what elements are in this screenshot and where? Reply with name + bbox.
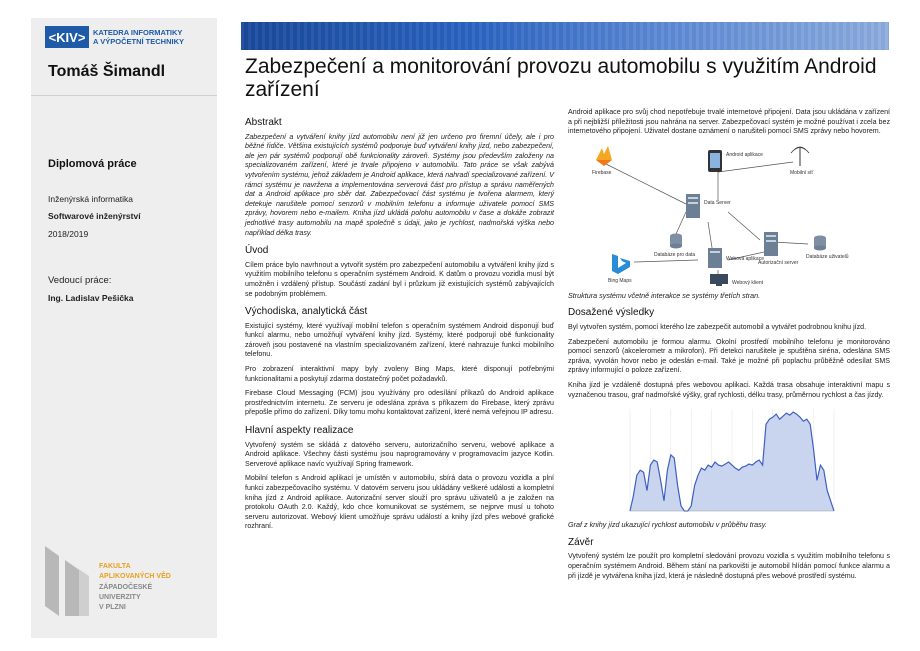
kiv-logo-text [93, 28, 184, 46]
web-client-monitor-icon [710, 274, 728, 286]
diagram-label-mobile-network: Mobilní síť [790, 169, 814, 176]
kiv-logo [45, 24, 197, 50]
results-paragraph-2: Zabezpečení automobilu je formou alarmu. Okolní prostředí mobilního telefonu je monitorováno pomocí senzorů (akcelerometr a mikrofon). Při detekci narušitele je spuštěna siréna, odeslána SMS zpráva, vyvolán hovor nebo je odeslán e-mail. Také je možné při poplachu průběžně odesílat SMS zprávy informující o poloze zařízení. [568, 337, 890, 375]
background-heading: Východiska, analytická část [245, 306, 368, 318]
abstract-heading: Abstrakt [245, 117, 282, 128]
sidebar-divider [31, 95, 217, 96]
kiv-logo-line2: A VÝPOČETNÍ TECHNIKY [93, 37, 184, 46]
diagram-label-bing: Bing Maps [608, 277, 632, 284]
diagram-label-web-client: Webový klient [732, 279, 764, 286]
kiv-logo-line1: KATEDRA INFORMATIKY [93, 28, 183, 37]
speed-chart [568, 405, 890, 517]
implementation-paragraph-2: Mobilní telefon s Android aplikací je umístěn v automobilu, sbírá data o provozu vozidla a plní funkci zabezpečovacího systému. V datovém serveru jsou ukládány veškeré události a kompletní kniha jízd z Android aplikace. Autorizační server slouží pro správu uživatelů a je založen na protokolu OAuth 2.0. Každý, kdo chce komunikovat se systémem, se nejprve musí u tohoto serveru autorizovat. Webový klient umožňuje správu událostí a knihy jízd přes webové grafické rozhraní. [245, 474, 554, 531]
diagram-label-db-users: Databáze uživatelů [806, 253, 849, 260]
background-paragraph-1: Existující systémy, které využívají mobilní telefon s operačním systémem Android disponují buď funkcí alarmu, nebo umožňují vytváření knihy jízd. Systémy, které podporují obě funkcionality zároveň jsou postavené na vlastním specializovaném zařízení, které nahrazuje funkci mobilního telefonu. [245, 321, 554, 359]
database-users-icon [814, 235, 826, 250]
data-server-icon [686, 194, 700, 218]
auth-server-icon [764, 232, 778, 256]
diagram-label-android-app: Android aplikace [726, 151, 763, 158]
intro-heading: Úvod [245, 245, 269, 257]
fav-logo-icon [45, 546, 89, 616]
diagram-label-firebase: Firebase [592, 169, 612, 176]
implementation-heading: Hlavní aspekty realizace [245, 425, 354, 437]
firebase-icon [596, 146, 612, 166]
fav-logo-text-secondary [99, 583, 152, 613]
diagram-label-data-server: Data Server [704, 199, 731, 206]
right-column [568, 108, 890, 586]
thesis-type: Diplomová práce [48, 158, 137, 170]
fav-line2: APLIKOVANÝCH VĚD [99, 573, 171, 580]
bing-maps-icon [612, 254, 630, 274]
speed-chart-svg [568, 405, 890, 517]
fav-line1: FAKULTA [99, 563, 131, 570]
supervisor-name: Ing. Ladislav Pešička [48, 293, 134, 303]
diagram-label-db-data: Databáze pro data [654, 251, 696, 258]
study-program: Inženýrská informatika [48, 194, 134, 204]
system-diagram-svg [568, 142, 890, 288]
chart-caption: Graf z knihy jízd ukazující rychlost automobilu v průběhu trasy. [568, 520, 767, 530]
android-phone-icon [708, 150, 722, 172]
conclusion-heading: Závěr [568, 536, 594, 548]
conclusion-text: Vytvořený systém lze použít pro kompletní sledování provozu vozidla s využitím mobilního telefonu s operačním systémem Android. Během stání na parkovišti je automobil hlídán pomocí funkce alarmu a při jízdě je vytvářena kniha jízd, která je následně dostupná přes webové prostředí systému. [568, 552, 890, 580]
background-paragraph-2: Pro zobrazení interaktivní mapy byly zvoleny Bing Maps, které disponují potřebnými funkcionalitami a poskytují zdarma dostatečný počet požadavků. [245, 365, 554, 383]
fav-logo-text-primary [99, 562, 171, 582]
diagram-label-auth-server: Autorizační server [758, 259, 799, 266]
android-paragraph: Android aplikace pro svůj chod nepotřebuje trvalé internetové připojení. Data jsou ukládána v zařízení a při nejbližší příležitosti jsou nahrána na server. Zabezpečovací systém je možné používat i zcela bez internetového připojení. Uživatel dostane oznámení o narušiteli pomocí SMS zprávy nebo hovorem. [568, 108, 890, 136]
poster-title: Zabezpečení a monitorování provozu automobilu s využitím Android zařízení [245, 55, 877, 101]
system-diagram [568, 142, 890, 288]
cell-tower-icon [791, 147, 809, 166]
author-name: Tomáš Šimandl [48, 63, 166, 80]
header-band [241, 22, 889, 50]
study-field: Softwarové inženýrství [48, 211, 141, 221]
abstract-text: Zabezpečení a vytváření knihy jízd automobilu není již jen určeno pro firemní účely, ale i pro běžné řidiče. Většina existujících systémů podporuje buď vytváření knihy jízd, nebo zabezpečení, ale jen pár systémů podporují obě funkcionality zároveň. Systémy jsou především založeny na specializovaném zařízení, které je trvale připojeno v automobilu. Tato práce se však zabývá vytvořením systému, jehož základem je Android aplikace, která nahradí specializované zařízení. V rámci systému je navržena a implementována serverová část pro přístup a správu naměřených dat a Android aplikace pro sběr dat. Zabezpečovací část systému je tvořena alarmem, který detekuje narušitele pomocí senzorů v mobilním telefonu a informuje uživatele pomocí SMS zprávy, hovorem nebo e-mailem. Kniha jízd ukládá polohu automobilu v čase a dokáže zobrazit jednotlivé trasy automobilu na mapě společně s údaji, jako je rychlost, nadmořská výška nebo například délka trasy. [245, 132, 554, 237]
results-heading: Dosažené výsledky [568, 307, 655, 319]
results-paragraph-1: Byl vytvořen systém, pomocí kterého lze zabezpečit automobil a vytvářet podrobnou knihu jízd. [568, 322, 867, 331]
fav-line5: V PLZNI [99, 604, 126, 611]
background-paragraph-3: Firebase Cloud Messaging (FCM) jsou využívány pro odesílání příkazů do Android aplikace prostřednictvím internetu. Ze serveru je odeslána zpráva s příkazem do Firebase, který zprávu přepošle přímo do zařízení. Díky tomu mohu kontaktovat zařízení, které nemá veřejnou IP adresu. [245, 389, 554, 417]
kiv-logo-mark: <KIV> [45, 26, 89, 48]
sidebar [31, 18, 217, 638]
web-app-server-icon [708, 248, 722, 268]
diagram-label-web-app: Webová aplikace [726, 255, 764, 262]
implementation-paragraph-1: Vytvořený systém se skládá z datového serveru, autorizačního serveru, webové aplikace a Android aplikace. Všechny části systému jsou naprogramovány v programovacím jazyce Kotlin. Serverové aplikace navíc využívají Spring framework. [245, 440, 554, 468]
academic-year: 2018/2019 [48, 229, 89, 239]
fav-logo [45, 546, 205, 626]
fav-line4: UNIVERZITY [99, 594, 141, 601]
database-data-icon [670, 233, 682, 248]
supervisor-label: Vedoucí práce: [48, 275, 112, 286]
diagram-caption: Struktura systému včetně interakce se systémy třetích stran. [568, 290, 761, 300]
fav-line3: ZÁPADOČESKÉ [99, 584, 153, 591]
intro-text: Cílem práce bylo navrhnout a vytvořit systém pro zabezpečení automobilu a vytváření knihy jízd s využitím mobilního telefonu s operačním systémem Android. K datům o provozu vozidla musí být umožněn i vzdálený přístup. Součástí zadání byl i průzkum již existujících systémů zabývajících se podobným problémem. [245, 260, 554, 298]
left-column [245, 110, 554, 537]
results-paragraph-3: Kniha jízd je vzdáleně dostupná přes webovou aplikaci. Každá trasa obsahuje interaktivní mapu s vyznačenou trasou, graf nadmořské výšky, graf rychlosti, délku trasy, průměrnou rychlost a čas jízdy. [568, 380, 890, 399]
